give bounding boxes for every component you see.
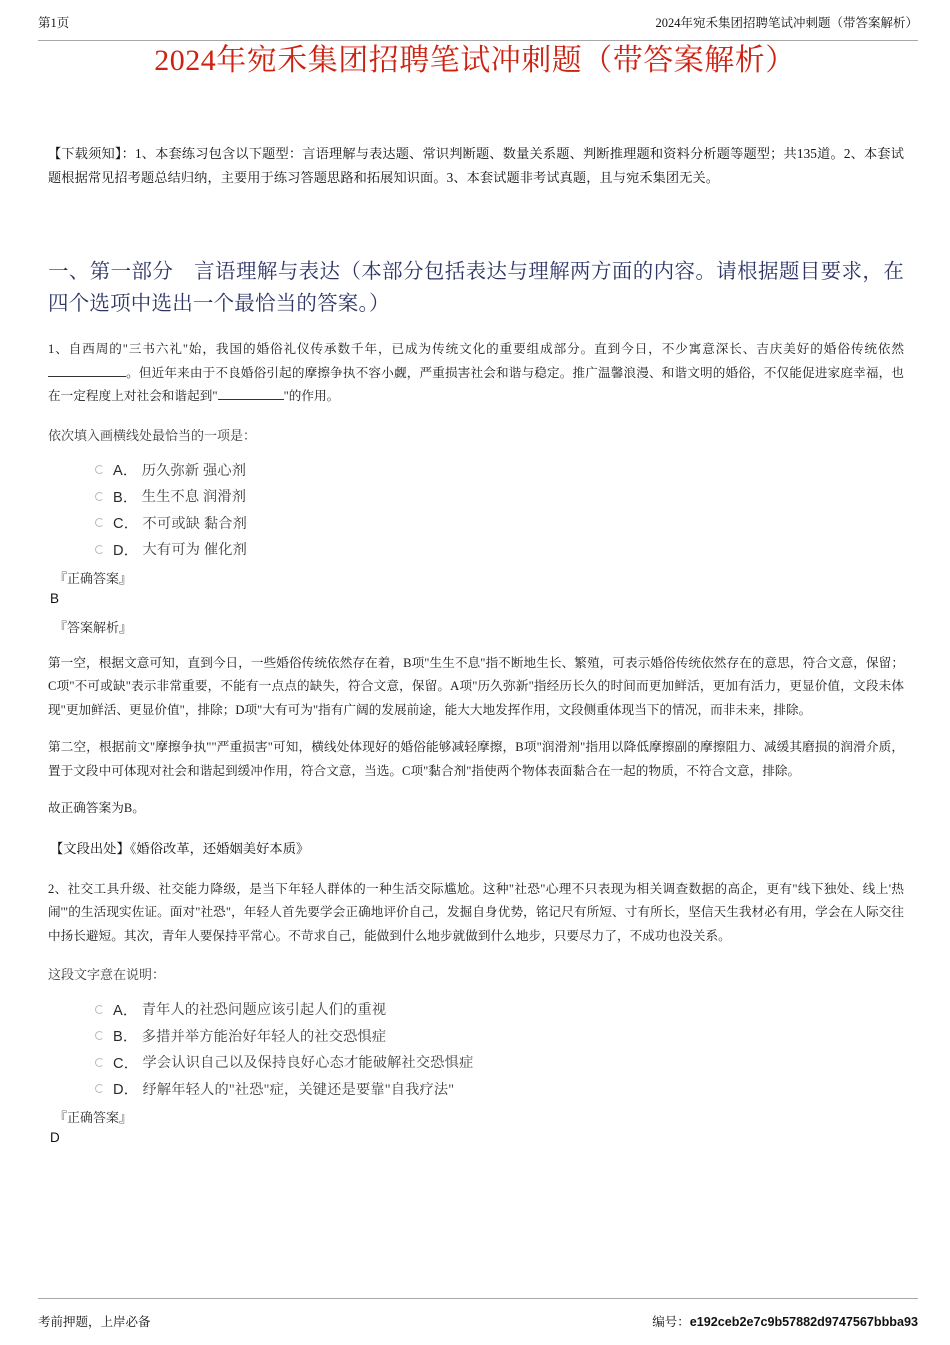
question-2-stem-text: 社交工具升级、社交能力降级，是当下年轻人群体的一种生活交际尴尬。这种"社恐"心理不只表现为相关调查数据的高企，更有"线下独处、线上'热闹'"的生活现实佐证。面对"社恐"，年轻人首先要学会正确地评价自己，发掘自身优势，铭记尺有所短、寸有所长，坚信天生我材必有用，学会在人际交往中扬长避短。其次，青年人要保持平常心。不苛求自己，能做到什么地步就做到什么地步，只要尽力了，不成功也没关系。 [48, 881, 904, 943]
option-label: 学会认识自己以及保持良好心态才能破解社交恐惧症 [142, 1055, 474, 1072]
page-number-label: 第1页 [38, 16, 70, 30]
question-2-option-d[interactable] [95, 1076, 904, 1103]
question-1-option-c[interactable] [95, 510, 904, 537]
question-2-correct-answer-value: D [50, 1130, 60, 1145]
question-1-passage-source [48, 838, 904, 860]
page-header [38, 16, 918, 41]
question-1-stem-part2: 。但近年来由于不良婚俗引起的摩擦争执不容小觑，严重损害社会和谐与稳定。推广温馨浪漫、和谐文明的婚俗，不仅能促进家庭幸福，也在一定程度上对社会和谐起到" [48, 365, 904, 403]
header-running-title: 2024年宛禾集团招聘笔试冲刺题（带答案解析） [655, 16, 918, 30]
question-2-stem [48, 878, 904, 949]
option-label: 纾解年轻人的"社恐"症，关键还是要靠"自我疗法" [142, 1081, 455, 1098]
radio-button-icon[interactable] [95, 545, 104, 554]
page-title: 2024年宛禾集团招聘笔试冲刺题（带答案解析） [154, 44, 796, 77]
option-label: 生生不息 润滑剂 [141, 489, 247, 506]
serial-label: 编号： [652, 1315, 690, 1329]
option-letter: B． [113, 1029, 138, 1046]
passage-source-value: 《婚俗改革，还婚姻美好本质》 [129, 840, 310, 856]
passage-source-label: 【文段出处】 [50, 840, 130, 856]
section-heading-part-one: 一、第一部分 言语理解与表达（本部分包括表达与理解两方面的内容。请根据题目要求，在四个选项中选出一个最恰当的答案。） [48, 261, 904, 315]
question-1-correct-answer-label: 『正确答案』 [54, 570, 133, 586]
question-1-option-d[interactable] [95, 536, 904, 563]
footer-serial [652, 1314, 918, 1331]
question-2-option-a[interactable] [95, 996, 904, 1023]
question-1-analysis-label: 『答案解析』 [54, 619, 133, 635]
question-2-number: 2、 [48, 881, 68, 896]
radio-button-icon[interactable] [95, 1084, 104, 1093]
page-footer [38, 1298, 918, 1331]
question-2-options [48, 996, 904, 1102]
option-label: 不可或缺 黏合剂 [142, 515, 248, 532]
radio-button-icon[interactable] [95, 1005, 104, 1014]
option-letter: C． [113, 516, 139, 533]
option-letter: D． [113, 1082, 139, 1099]
option-letter: B． [113, 489, 138, 506]
option-letter: A． [113, 1002, 138, 1019]
question-1-blank-1 [48, 365, 126, 377]
option-letter: A． [113, 463, 138, 480]
radio-button-icon[interactable] [95, 492, 104, 501]
question-2-prompt: 这段文字意在说明： [48, 967, 166, 982]
question-1-analysis-paragraph-1: 第一空，根据文意可知，直到今日，一些婚俗传统依然存在着，B项"生生不息"指不断地生长、繁殖，可表示婚俗传统依然存在的意思，符合文意，保留；C项"不可或缺"表示非常重要，不能有一点点的缺失，符合文意，保留。A项"历久弥新"指经历长久的时间而更加鲜活，更加有活力，更显价值，文段未体现"更加鲜活、更显价值"，排除；D项"大有可为"指有广阔的发展前途，能大大地发挥作用，文段侧重体现当下的情况，而非未来，排除。 [48, 655, 904, 717]
question-1-options [48, 457, 904, 563]
option-label: 多措并举方能治好年轻人的社交恐惧症 [141, 1028, 387, 1045]
question-2-option-c[interactable] [95, 1049, 904, 1076]
question-1-number: 1、 [48, 342, 69, 356]
question-2-option-b[interactable] [95, 1023, 904, 1050]
question-1-option-b[interactable] [95, 483, 904, 510]
question-1-option-a[interactable] [95, 457, 904, 484]
radio-button-icon[interactable] [95, 1031, 104, 1040]
question-1-correct-answer-value: B [50, 590, 60, 606]
radio-button-icon[interactable] [95, 518, 104, 527]
radio-button-icon[interactable] [95, 465, 104, 474]
question-1-stem-part1: 自西周的"三书六礼"始，我国的婚俗礼仪传承数千年，已成为传统文化的重要组成部分。直到今日，不少寓意深长、吉庆美好的婚俗传统依然 [68, 342, 904, 356]
question-1-stem [48, 338, 904, 409]
question-1-stem-part3: "的作用。 [283, 389, 340, 403]
option-letter: D． [113, 542, 139, 559]
option-letter: C． [113, 1055, 139, 1072]
footer-slogan: 考前押题，上岸必备 [38, 1315, 151, 1329]
option-label: 青年人的社恐问题应该引起人们的重视 [141, 1002, 387, 1019]
serial-value: e192ceb2e7c9b57882d9747567bbba93 [689, 1315, 918, 1329]
question-1-prompt: 依次填入画横线处最恰当的一项是： [48, 427, 257, 443]
option-label: 历久弥新 强心剂 [141, 462, 247, 479]
question-1-analysis-paragraph-2: 第二空，根据前文"摩擦争执""严重损害"可知，横线处体现好的婚俗能够减轻摩擦，B项"润滑剂"指用以降低摩擦副的摩擦阻力、减缓其磨损的润滑介质，置于文段中可体现对社会和谐起到缓冲作用，符合文意，当选。C项"黏合剂"指使两个物体表面黏合在一起的物质，不符合文意，排除。 [48, 740, 904, 778]
option-label: 大有可为 催化剂 [142, 542, 248, 559]
download-notice: 【下载须知】：1、本套练习包含以下题型：言语理解与表达题、常识判断题、数量关系题、判断推理题和资料分析题等题型；共135道。2、本套试题根据常见招考题总结归纳，主要用于练习答题思路和拓展知识面。3、本套试题非考试真题，且与宛禾集团无关。 [48, 146, 904, 185]
document-body [48, 142, 904, 1147]
question-2-correct-answer-label: 『正确答案』 [54, 1110, 133, 1125]
question-1-blank-2 [218, 388, 284, 400]
radio-button-icon[interactable] [95, 1058, 104, 1067]
question-1-analysis-conclusion: 故正确答案为B。 [48, 801, 145, 815]
